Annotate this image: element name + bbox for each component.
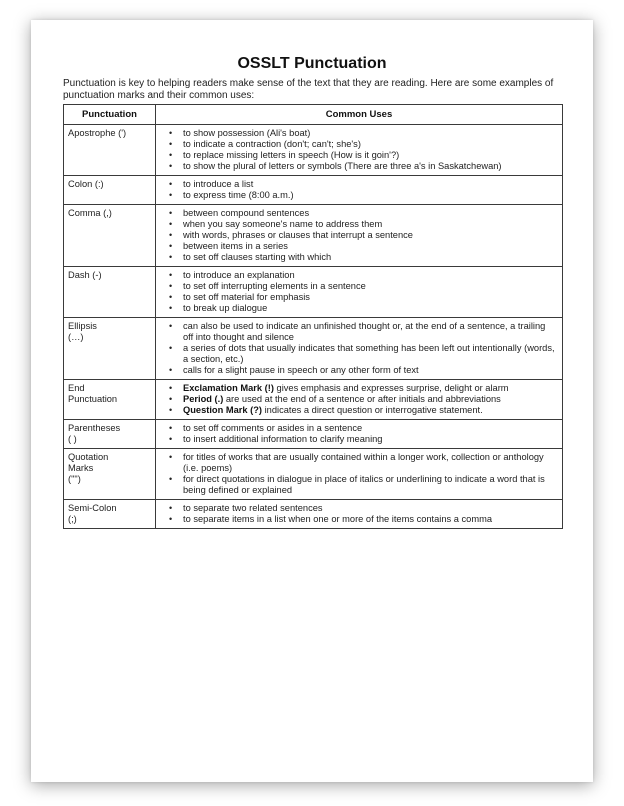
page-title: OSSLT Punctuation: [237, 55, 387, 72]
common-uses-cell: [156, 125, 563, 176]
use-text: are used at the end of a sentence or after initials and abbreviations: [223, 394, 501, 404]
list-item: [183, 179, 556, 190]
punctuation-name: End Punctuation: [64, 380, 156, 420]
use-text: gives emphasis and expresses surprise, delight or alarm: [273, 383, 509, 393]
list-item: [183, 252, 556, 263]
list-item: [183, 139, 556, 150]
list-item: [183, 230, 556, 241]
common-uses-cell: [156, 420, 563, 449]
list-item: [183, 219, 556, 230]
use-text: to introduce a list: [183, 179, 254, 189]
use-text: indicates a direct question or interrogative statement.: [262, 405, 483, 415]
list-item: [183, 383, 556, 394]
common-uses-cell: [156, 380, 563, 420]
header-common-uses: Common Uses: [156, 105, 563, 125]
use-text: between items in a series: [183, 241, 288, 251]
list-item: [183, 292, 556, 303]
list-item: [183, 128, 556, 139]
punctuation-name: Parentheses ( ): [64, 420, 156, 449]
uses-list: [161, 503, 556, 525]
use-text: to replace missing letters in speech (How is it goin'?): [183, 150, 400, 160]
table-row: [64, 380, 563, 420]
list-item: [183, 303, 556, 314]
use-text: to show possession (Ali's boat): [183, 128, 311, 138]
list-item: [183, 394, 556, 405]
use-text: to show the plural of letters or symbols (There are three a's in Saskatchewan): [183, 161, 502, 171]
list-item: [183, 423, 556, 434]
punctuation-table: [63, 104, 563, 529]
list-item: [183, 434, 556, 445]
common-uses-cell: [156, 267, 563, 318]
common-uses-cell: [156, 500, 563, 529]
uses-list: [161, 128, 556, 172]
list-item: [183, 270, 556, 281]
list-item: [183, 474, 556, 496]
use-text: calls for a slight pause in speech or any other form of text: [183, 365, 419, 375]
use-text: to express time (8:00 a.m.): [183, 190, 294, 200]
table-row: [64, 500, 563, 529]
use-text: to set off interrupting elements in a sentence: [183, 281, 366, 291]
uses-list: [161, 423, 556, 445]
term-label: Period (.): [183, 394, 224, 404]
table-row: [64, 176, 563, 205]
list-item: [183, 452, 556, 474]
uses-list: [161, 321, 556, 376]
term-label: Question Mark (?): [183, 405, 263, 415]
uses-list: [161, 179, 556, 201]
use-text: for titles of works that are usually contained within a longer work, collection or anthology (i.e. poems): [183, 452, 544, 473]
punctuation-name: Comma (,): [64, 205, 156, 267]
table-row: [64, 125, 563, 176]
use-text: with words, phrases or clauses that interrupt a sentence: [183, 230, 413, 240]
use-text: to introduce an explanation: [183, 270, 295, 280]
punctuation-name: Dash (-): [64, 267, 156, 318]
table-header-row: [64, 105, 563, 125]
list-item: [183, 321, 556, 343]
list-item: [183, 281, 556, 292]
uses-list: [161, 208, 556, 263]
list-item: [183, 241, 556, 252]
uses-list: [161, 452, 556, 496]
use-text: to separate two related sentences: [183, 503, 323, 513]
table-row: [64, 205, 563, 267]
document-page: [31, 20, 593, 782]
use-text: to set off clauses starting with which: [183, 252, 332, 262]
table-body: [64, 125, 563, 529]
use-text: to break up dialogue: [183, 303, 268, 313]
common-uses-cell: [156, 318, 563, 380]
use-text: when you say someone's name to address them: [183, 219, 383, 229]
table-row: [64, 267, 563, 318]
punctuation-name: Quotation Marks (""): [64, 449, 156, 500]
common-uses-cell: [156, 449, 563, 500]
punctuation-name: Semi-Colon (;): [64, 500, 156, 529]
list-item: [183, 514, 556, 525]
punctuation-name: Colon (:): [64, 176, 156, 205]
use-text: between compound sentences: [183, 208, 310, 218]
list-item: [183, 405, 556, 416]
uses-list: [161, 270, 556, 314]
table-row: [64, 449, 563, 500]
table-row: [64, 420, 563, 449]
use-text: to separate items in a list when one or more of the items contains a comma: [183, 514, 493, 524]
punctuation-name: Ellipsis (…): [64, 318, 156, 380]
list-item: [183, 161, 556, 172]
list-item: [183, 208, 556, 219]
common-uses-cell: [156, 205, 563, 267]
intro-paragraph: Punctuation is key to helping readers make sense of the text that they are reading. Here are some examples of punctuation marks and their common uses:: [63, 78, 554, 101]
list-item: [183, 190, 556, 201]
uses-list: [161, 383, 556, 416]
list-item: [183, 343, 556, 365]
use-text: can also be used to indicate an unfinished thought or, at the end of a sentence, a trailing off into thought and silence: [183, 321, 546, 342]
list-item: [183, 365, 556, 376]
use-text: to set off comments or asides in a sentence: [183, 423, 363, 433]
use-text: a series of dots that usually indicates that something has been left out intentionally (words, a section, etc.): [183, 343, 555, 364]
term-label: Exclamation Mark (!): [183, 383, 274, 393]
use-text: to insert additional information to clarify meaning: [183, 434, 383, 444]
use-text: to set off material for emphasis: [183, 292, 310, 302]
table-row: [64, 318, 563, 380]
punctuation-name: Apostrophe ('): [64, 125, 156, 176]
list-item: [183, 503, 556, 514]
use-text: for direct quotations in dialogue in place of italics or underlining to indicate a word that is being defined or explained: [183, 474, 545, 495]
header-punctuation: Punctuation: [64, 105, 156, 125]
list-item: [183, 150, 556, 161]
common-uses-cell: [156, 176, 563, 205]
use-text: to indicate a contraction (don't; can't; she's): [183, 139, 361, 149]
